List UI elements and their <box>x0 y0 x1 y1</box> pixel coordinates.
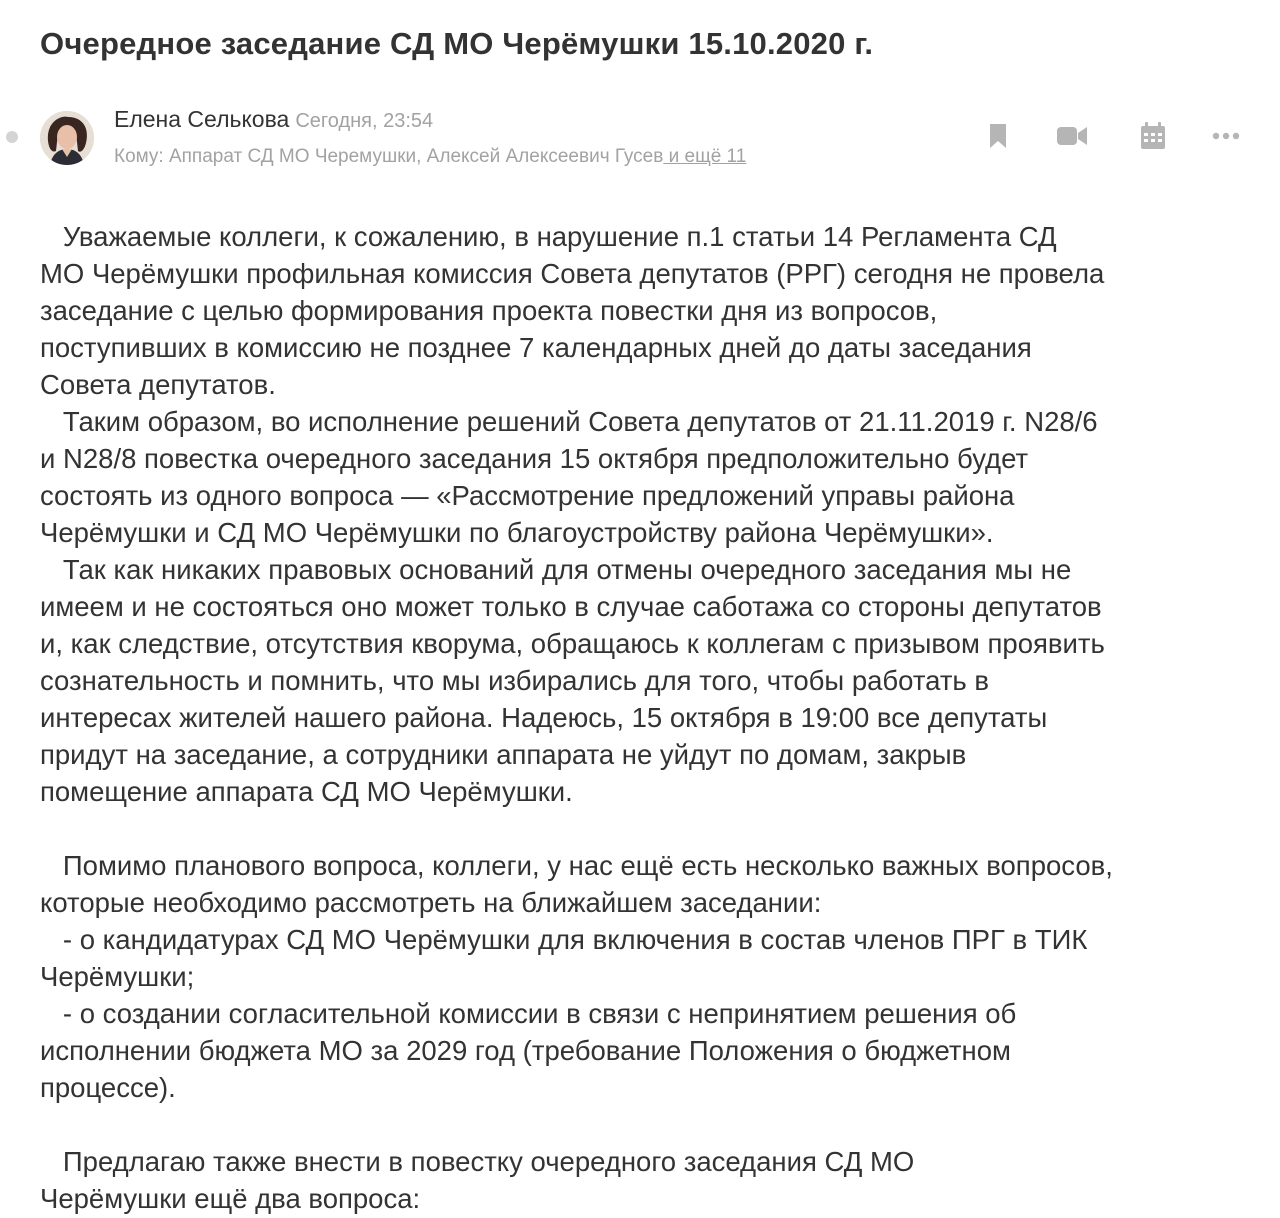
body-line: Так как никаких правовых оснований для отмены очередного заседания мы не <box>40 554 1072 585</box>
body-line <box>40 1106 1260 1143</box>
body-line: исполнении бюджета МО за 2029 год (требование Положения о бюджетном <box>40 1035 1011 1066</box>
body-line: Помимо планового вопроса, коллеги, у нас ещё есть несколько важных вопросов, <box>40 850 1113 881</box>
body-line: - о создании согласительной комиссии в связи с непринятием решения об <box>40 998 1017 1029</box>
body-line: процессе). <box>40 1072 176 1103</box>
sender-name[interactable]: Елена Селькова <box>114 106 290 132</box>
video-call-button[interactable] <box>1054 120 1090 152</box>
body-line: Черёмушки и СД МО Черёмушки по благоустройству района Черёмушки». <box>40 517 994 548</box>
more-icon <box>1212 132 1240 140</box>
avatar[interactable] <box>40 111 94 165</box>
body-line: Черёмушки ещё два вопроса: <box>40 1183 421 1214</box>
email-body <box>40 218 1260 1217</box>
body-line: поступивших в комиссию не позднее 7 календарных дней до даты заседания <box>40 332 1032 363</box>
body-line: МО Черёмушки профильная комиссия Совета депутатов (РРГ) сегодня не провела <box>40 258 1105 289</box>
body-line: заседание с целью формирования проекта повестки дня из вопросов, <box>40 295 938 326</box>
body-line: помещение аппарата СД МО Черёмушки. <box>40 776 573 807</box>
bookmark-icon <box>989 123 1007 149</box>
body-line: придут на заседание, а сотрудники аппарата не уйдут по домам, закрыв <box>40 739 967 770</box>
body-line: и, как следствие, отсутствия кворума, обращаюсь к коллегам с призывом проявить <box>40 628 1105 659</box>
sender-line <box>114 106 433 133</box>
body-line: имеем и не состояться оно может только в случае саботажа со стороны депутатов <box>40 591 1102 622</box>
body-line: интересах жителей нашего района. Надеюсь, 15 октября в 19:00 все депутаты <box>40 702 1048 733</box>
body-line: сознательность и помнить, что мы избирались для того, чтобы работать в <box>40 665 990 696</box>
body-line <box>40 810 1260 847</box>
body-line: и N28/8 повестка очередного заседания 15 октября предположительно будет <box>40 443 1029 474</box>
recipients-line <box>114 146 746 168</box>
body-line: Уважаемые коллеги, к сожалению, в нарушение п.1 статьи 14 Регламента СД <box>40 221 1057 252</box>
body-line: - о кандидатурах СД МО Черёмушки для включения в состав членов ПРГ в ТИК <box>40 924 1088 955</box>
body-line: которые необходимо рассмотреть на ближайшем заседании: <box>40 887 822 918</box>
body-line: Таким образом, во исполнение решений Совета депутатов от 21.11.2019 г. N28/6 <box>40 406 1098 437</box>
sent-time: Сегодня, 23:54 <box>295 110 434 132</box>
body-line: состоять из одного вопроса — «Рассмотрение предложений управы района <box>40 480 1015 511</box>
email-subject: Очередное заседание СД МО Черёмушки 15.10.2020 г. <box>40 26 874 61</box>
video-icon <box>1056 125 1088 147</box>
more-actions-button[interactable] <box>1208 120 1244 152</box>
unread-indicator[interactable] <box>6 131 18 143</box>
add-to-calendar-button[interactable] <box>1135 120 1171 152</box>
bookmark-button[interactable] <box>980 120 1016 152</box>
calendar-icon <box>1140 122 1166 150</box>
body-line: Предлагаю также внести в повестку очередного заседания СД МО <box>40 1146 915 1177</box>
body-line: Черёмушки; <box>40 961 195 992</box>
more-recipients-link[interactable]: и ещё 11 <box>663 146 747 167</box>
recipients-list: Кому: Аппарат СД МО Черемушки, Алексей Алексеевич Гусев <box>114 146 664 167</box>
body-line: Совета депутатов. <box>40 369 276 400</box>
